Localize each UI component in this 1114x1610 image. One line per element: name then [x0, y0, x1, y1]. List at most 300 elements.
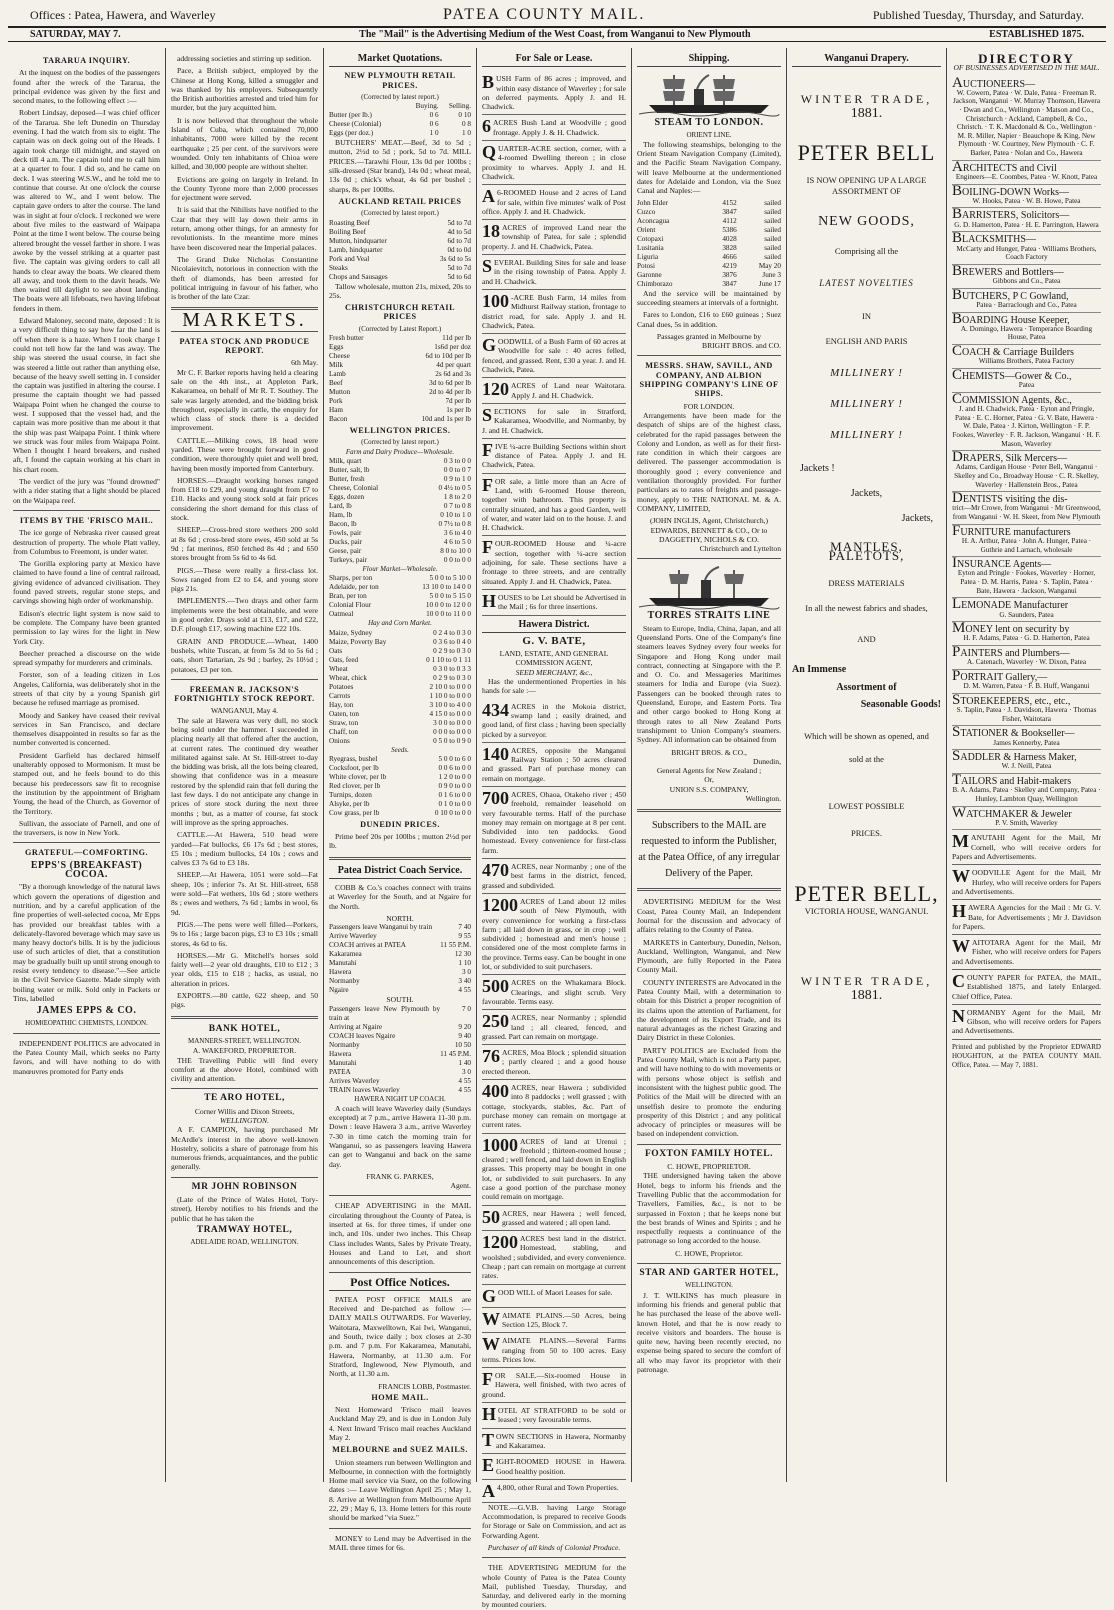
price-subheading: Hay and Corn Market.: [368, 619, 432, 628]
ad-text: ACRES of Land near Waitotara. Apply J. and H. Chadwick.: [511, 381, 626, 400]
row-label: John Elder: [637, 198, 668, 207]
row-label: PATEA: [329, 1067, 351, 1076]
directory-category: [952, 691, 1101, 708]
agent-title: LAND, ESTATE, AND GENERAL COMMISSION AGENT,: [499, 649, 609, 668]
price-subheading: Seeds.: [391, 745, 409, 754]
column-7: [947, 48, 1106, 1482]
table-row: [329, 264, 471, 273]
subscribers-notice: Subscribers to the MAIL are requested to inform the Publisher, at the Patea Office, of any irregular Delivery of the Paper.: [638, 820, 780, 880]
price-table: [329, 574, 471, 619]
agent-text: AWERA Agencies for the Mail : Mr G. V. Bate, for Advertisements ; Mr J. Davidson for Papers.: [952, 903, 1101, 931]
ad-text: OODWILL of a Bush Farm of 60 acres at Woodville for sale : 40 acres felled, fenced, and grassed. Rent, £30 a year. J. and H. Chadwick, Patea.: [482, 337, 626, 375]
immense-text: Assortment of: [836, 681, 897, 693]
row-label: Turkeys, pair: [329, 555, 368, 564]
row-label: Cheese (Colonial): [329, 120, 382, 129]
article-paragraph: Beecher preached a discourse on the wide spread sympathy for murderers and criminals.: [13, 648, 160, 668]
directory-category: [952, 522, 1101, 539]
ad-text: ACRES, Moa Block ; splendid situation ; partly cleared ; and a good house erected thereon.: [482, 1048, 626, 1076]
row-value: sailed: [764, 243, 781, 252]
table-row: [637, 199, 781, 208]
row-label: Turnips, dozen: [329, 790, 372, 799]
ad-text: USH Farm of 86 acres ; improved, and within easy distance of Waverley ; for sale on deferred payments. Apply J. and H. Chadwick.: [482, 74, 626, 112]
mail-body: Next Homeward 'Frisco mail leaves Auckland May 29, and is due in London July 4. Next Inward 'Frisco mail reaches Auckland May 2.: [329, 1405, 471, 1442]
divider: [637, 888, 781, 891]
category-label: RAPERS, Silk Mercers—: [962, 453, 1068, 465]
row-value: 4666: [722, 252, 737, 261]
agent-notice: [952, 830, 1101, 865]
cocoa-chemists: HOMŒOPATHIC CHEMISTS, LONDON.: [25, 1018, 148, 1027]
drop-cap: 1000: [482, 1134, 518, 1155]
row-value: 7d per lb: [445, 397, 471, 406]
drop-cap: N: [952, 1005, 965, 1026]
table-row: [329, 273, 471, 282]
cheap-advertising: CHEAP ADVERTISING in the MAIL circulating throughout the County of Patea, is inserted at 6s. for three times, if under one inch, and 10s. under two inches. This Cheap Class includes Wants, Sales by Private Treaty, Houses and Land to Let, and short announcements of this description.: [329, 1201, 471, 1267]
category-label: LACKSMITHS—: [962, 234, 1036, 246]
row-label: Cheese: [329, 352, 350, 361]
cocoa-maker: JAMES EPPS & CO.: [36, 1005, 137, 1017]
directory-entry: [952, 667, 1101, 694]
row-label: Butter, salt, lb: [329, 465, 370, 474]
table-row: [329, 719, 471, 728]
ad-text: OOD WILL of Maori Leases for sale.: [498, 1287, 613, 1297]
latest-novelties: LATEST NOVELTIES: [819, 278, 914, 289]
draper-text: sold at the: [849, 754, 884, 765]
draper-text: IS NOW OPENING UP A LARGE ASSORTMENT OF: [806, 175, 927, 197]
row-label: Lusitania: [637, 243, 664, 252]
row-label: Oats: [329, 646, 343, 655]
directory-names: Williams Brothers, Patea Factory: [978, 357, 1075, 366]
table-row: [329, 977, 471, 986]
divider: [171, 1177, 318, 1178]
millinery: MILLINERY !: [830, 398, 903, 411]
table-row: [329, 484, 471, 493]
coach-direction: SOUTH.: [386, 995, 414, 1005]
shipping-agent: BRIGHT BROS. and CO.: [702, 341, 781, 351]
table-row: [329, 406, 471, 415]
directory-names: S. Taplin, Patea · J. Davidson, Hawera · Thomas Fisher, Waitotara: [956, 706, 1097, 723]
table-row: [329, 941, 471, 950]
drop-cap: 1200: [482, 894, 518, 915]
row-label: Potosi: [637, 261, 655, 270]
jackets: Jackets !: [800, 462, 835, 474]
divider: [171, 679, 318, 680]
section-heading: Patea District Coach Service.: [329, 866, 471, 879]
agent-list: [952, 830, 1101, 1039]
column-5: [632, 48, 787, 1482]
ad-text: ACRES, near Hawera ; subdivided into 8 paddocks ; well grassed ; with cottage, stockyards, stables, &c. Part of purchase money can remain on mortgage at current rates.: [482, 1083, 626, 1130]
advertising-medium: THE ADVERTISING MEDIUM for the whole County of Patea is the Patea County Mail, published Tuesday, Thursday, and Saturday, and delivered early in the morning by mounted couriers.: [482, 1563, 626, 1610]
drop-cap: F: [482, 1369, 493, 1390]
table-row: [329, 710, 471, 719]
row-value: 3 0: [462, 1067, 471, 1076]
ad-heading: GRATEFUL—COMFORTING.: [24, 848, 149, 858]
row-label: Ryegrass, bushel: [329, 754, 378, 763]
table-row: [329, 361, 471, 370]
table-row: [329, 728, 471, 737]
sale-ad: [482, 255, 626, 290]
table-row: [329, 343, 471, 352]
article-paragraph: addressing societies and stirring up sedition.: [177, 54, 312, 63]
price-heading: NEW PLYMOUTH RETAIL PRICES.: [344, 71, 456, 90]
directory-entry: [952, 286, 1101, 313]
price-subheading: (Corrected by latest report.): [361, 209, 439, 218]
table-row: [329, 529, 471, 538]
table-row: [329, 583, 471, 592]
steamship-illustration: [637, 564, 781, 608]
article-paragraph: Moody and Sankey have ceased their revival services in San Francisco, and declare themselves disappointed in results so far as the number converted is concerned.: [13, 710, 160, 748]
row-label: Arriving at Ngaire: [329, 1022, 383, 1031]
lowest-prices: LOWEST POSSIBLE: [828, 801, 905, 812]
divider: [13, 1033, 160, 1034]
drop-cap: T: [482, 1429, 495, 1450]
shipping-body: The following steamships, belonging to the Orient Steam Navigation Company (Limited), and the Pacific Steam Navigation Company, will leave Melbourne at the undermentioned dates for Adelaide and London, via the Suez Canal and Naples:—: [637, 139, 781, 196]
agent-text: ORMANBY Agent for the Mail, Mr Gibson, who will receive orders for Papers and Advertisements.: [952, 1007, 1101, 1036]
row-value: May 20: [758, 261, 781, 270]
price-heading: CHRISTCHURCH RETAIL PRICES: [344, 303, 456, 322]
row-value: 9 55: [458, 932, 471, 941]
table-row: [329, 665, 471, 674]
table-row: [329, 352, 471, 361]
table-row: [329, 737, 471, 746]
column-label: Selling.: [448, 102, 471, 111]
lowest-prices: PRICES.: [851, 828, 882, 839]
table-row: [329, 475, 471, 484]
row-value: sailed: [764, 216, 781, 225]
drop-cap: Q: [482, 142, 497, 163]
directory-names: Eyton and Pringle · Fookes, Waverley · Horner, Patea · D. M. Harris, Patea · S. Taplin, Patea · Bate, Hawera · Jackson, Wanganui: [957, 569, 1096, 595]
price-subheading: Flour Market—Wholesale.: [362, 564, 438, 573]
shipping-agent: Or,: [704, 775, 714, 785]
hotel-body: THE Travelling Public will find every comfort at the above Hotel, combined with civility and attention.: [171, 1055, 318, 1084]
cocoa-title: EPPS'S (BREAKFAST) COCOA.: [30, 859, 143, 881]
row-value: 0 3 0 to 0 3 3: [433, 664, 471, 673]
directory-category: [952, 206, 1101, 223]
section-heading: Hawera District.: [482, 620, 626, 633]
agent-purchaser: Purchaser of all kinds of Colonial Produce.: [487, 1543, 621, 1552]
report-paragraph: PIGS.—These were really a first-class lot. Sows ranged from £2 to £4, and young store pigs 21s.: [171, 565, 318, 594]
report-paragraph: SHEEP.—At Hawera, 1051 were sold—Fat sheep, 10s ; inferior 7s. At St. Hill-street, 658 were sold—Fat wethers, 10s 6d ; store wethers 8s ; ewes and wethers, 7s 6d ; lambs in wool, 6s 9d.: [171, 870, 318, 917]
property-ad: [482, 1134, 626, 1206]
drop-cap: 434: [482, 699, 509, 720]
shipping-body: Passages granted in Melbourne by: [656, 331, 762, 341]
row-value: 5 0 0 to 5 10 0: [429, 574, 471, 583]
table-row: [329, 1059, 471, 1068]
category-label: ARRISTERS, Solicitors—: [962, 210, 1070, 222]
drop-cap: 700: [482, 788, 509, 808]
drop-cap: 140: [482, 743, 509, 764]
notice-body: ADVERTISING MEDIUM for the West Coast, Patea County Mail, an Independent Journal for the discussion and advocacy of affairs relating to the County of Patea.: [637, 897, 781, 935]
row-value: 0 2 4 to 0 3 0: [433, 628, 471, 637]
row-label: Steaks: [329, 263, 348, 272]
category-label: TATIONER & Bookseller—: [960, 728, 1075, 740]
section-heading: Wanganui Drapery.: [792, 54, 941, 67]
table-row: [329, 511, 471, 520]
row-label: Red clover, per lb: [329, 781, 381, 790]
article-paragraph: It is now believed that throughout the whole Island of Cuba, which contained 70,000 inhabitants, 7000 were killed by the recent earthquake ; 25 per cent. of the survivors were wounded. Only ten inhabitants of Chioa were killed, and 30,000 people are without shelter.: [171, 115, 318, 172]
row-value: 10 50: [454, 1040, 471, 1049]
row-label: Pork: [329, 397, 343, 406]
property-list: [482, 699, 626, 1503]
shipping-agent: General Agents for New Zealand ;: [656, 766, 762, 776]
row-label: Cocksfoot, per lb: [329, 763, 379, 772]
row-label: Colonial Flour: [329, 601, 372, 610]
directory-names: Adams, Cardigan House · Peter Bell, Wanganui · Skelley and Co., Broadway House · C. R. Skelley, Waverley · Hallenstein Bros., Patea: [954, 463, 1099, 489]
agent-text: OODVILLE Agent for the Mail, Mr Hurley, who will receive orders for Papers and Advertisements.: [952, 868, 1101, 896]
drop-cap: H: [952, 901, 967, 922]
drop-cap: F: [482, 474, 493, 495]
shipping-body: And the service will be maintained by succeeding steamers at intervals of a fortnight.: [637, 288, 781, 307]
row-label: Passengers leave Wanganui by train: [329, 923, 433, 932]
drop-cap: 100: [482, 290, 509, 311]
row-label: Bacon, lb: [329, 519, 357, 528]
agent-text: OUNTY PAPER for PATEA, the MAIL, Established 1875, and lately Enlarged. Chief Office, Patea.: [952, 973, 1101, 1001]
article-paragraph: Evictions are going on largely in Ireland. In the County Tyrone more than 2,000 processes for ejectment were served.: [171, 174, 318, 203]
shipping-subheading: ORIENT LINE.: [686, 130, 732, 139]
row-value: 5d to 6d: [447, 272, 471, 281]
row-value: 0 6: [429, 120, 439, 129]
column-label: Buying.: [415, 102, 439, 111]
category-label: NSURANCE Agents—: [957, 559, 1052, 571]
drop-cap: W: [482, 1334, 500, 1355]
row-value: 3d to 6d per lb: [429, 379, 471, 388]
row-value: 5d to 7d: [447, 218, 471, 227]
row-value: 0 7½ to 0 8: [438, 519, 471, 528]
row-value: 0 1 10 to 0 1 11: [426, 655, 471, 664]
row-label: Beef: [329, 379, 343, 388]
immense-text: An Immense: [792, 664, 847, 676]
row-value: 12 30: [454, 950, 471, 959]
row-value: 0 2 9 to 0 3 0: [433, 646, 471, 655]
row-label: Kakaramea: [329, 950, 362, 959]
row-value: 5386: [722, 225, 737, 234]
property-ad: [482, 1429, 626, 1455]
ad-text: EVERAL Building Sites for sale and lease in the rising township of Patea. Apply J. and H. Chadwick.: [482, 258, 626, 286]
article-heading: ITEMS BY THE 'FRISCO MAIL.: [19, 515, 154, 525]
coach-table: [329, 923, 471, 995]
directory-category: [952, 310, 1101, 327]
directory-names: W. J. Neill, Patea: [1001, 762, 1052, 771]
row-label: Milk: [329, 361, 343, 370]
report-paragraph: HORSES.—Draught working horses ranged from £18 to £29, and young draught from £7 to £10. Hacks and young stock sold at fair prices considering the short demand for this class of stock.: [171, 475, 318, 523]
divider: [329, 1195, 471, 1196]
row-value: 8 0 to 10 0: [440, 546, 471, 555]
row-label: Eggs: [329, 343, 344, 352]
price-table: [329, 755, 471, 818]
row-value: 0 5 0 to 0 9 0: [433, 736, 471, 745]
category-label: OILING-DOWN Works—: [962, 186, 1070, 198]
drop-cap: 50: [482, 1206, 500, 1227]
drop-cap: C: [952, 366, 963, 383]
row-label: Maize, Sydney: [329, 628, 373, 637]
drop-cap: S: [952, 748, 961, 765]
row-value: 4d to 5d: [447, 227, 471, 236]
row-value: 0 7 to 0 8: [443, 501, 471, 510]
hotel-street: ADELAIDE ROAD, WELLINGTON.: [190, 1238, 299, 1247]
directory-category: [952, 230, 1101, 247]
victoria-house: VICTORIA HOUSE, WANGANUI.: [804, 906, 929, 917]
agent-notice: [952, 865, 1101, 900]
agent-note: NOTE.—G.V.B. having Large Storage Accommodation, is prepared to receive Goods for Storage or Sale on Commission, and act as Forwarding Agent.: [482, 1502, 626, 1540]
directory-category: [952, 772, 1101, 789]
report-paragraph: The sale at Hawera was very dull, no stock being sold under the hammer. I succeeded in placing nearly all that offered after the auction, at current rates. The continued dry weather militated against sale. At St. Hill-street to-day the bidding was brisk, all the lots being cleared, showing that confidence was in a measure restored by the splendid rain that fell during the last few days. I do not anticipate any change in prices of store stock during the next three months ; but, as a matter of course, fat stock will improve as the spring approaches.: [171, 715, 318, 827]
row-value: 7 40: [458, 923, 471, 932]
drop-cap: D: [952, 490, 963, 507]
row-value: 4 55: [458, 1076, 471, 1085]
drop-cap: L: [952, 596, 962, 613]
row-label: Passengers leave New Plymouth by train at: [329, 1004, 441, 1022]
drop-cap: 6: [482, 116, 491, 137]
table-row: [329, 457, 471, 466]
row-value: 0 10 0 to 0 0: [434, 808, 471, 817]
directory-names: Patea · Barraclough and Co., Patea: [976, 300, 1077, 309]
row-value: 0 0 to 0 0: [443, 555, 471, 564]
row-label: Oats, feed: [329, 655, 359, 664]
printer-imprint: Printed and published by the Proprietor EDWARD HOUGHTON, at the PATEA COUNTY MAIL Office, Patea. — May 7, 1881.: [952, 1042, 1101, 1070]
row-value: 2 10 0 to 0 0 0: [429, 682, 471, 691]
notice-body: PARTY POLITICS are Excluded from the Patea County Mail, which is not a Party paper, and will have nothing to do with movements or with persons whose object is selfish and inconsistent with the highest public good. The Politics of the Mail will be directed with an unselfish desire to promote the enduring prosperity of this District ; and any political advocacy of principles or measures will be based on independent conviction.: [637, 1045, 781, 1139]
row-value: 3847: [722, 207, 737, 216]
drop-cap: A: [482, 186, 495, 207]
report-heading: PATEA STOCK AND PRODUCE REPORT.: [179, 336, 310, 356]
directory-category: [952, 596, 1101, 613]
row-value: sailed: [764, 252, 781, 261]
ad-text: ACRES of land at Urenui ; freehold ; thirteen-roomed house ; cleared ; well fenced, and laid down in English grasses. This property may be bought in one lot, or subdivided to suit purchasers. In any case a good portion of the purchase money could remain on mortgage.: [482, 1136, 626, 1202]
directory-subheading: OF BUSINESSES ADVERTISED IN THE MAIL.: [953, 63, 1100, 73]
directory-names: W. Hooks, Patea · W. B. Howe, Patea: [972, 196, 1081, 205]
article-paragraph: At the inquest on the bodies of the passengers found after the wreck of the Tararua, the principal evidence was given by the first and second mates, to the following effect :—: [13, 68, 160, 106]
article-heading: TARARUA INQUIRY.: [42, 56, 131, 65]
drop-cap: S: [482, 404, 493, 425]
ad-text: ACRES, Ohaoa, Otakeho river ; 450 freehold, remainder leasehold on very favourable terms. Half of the purchase money may remain on mortgage at 8 per cent. Subdivided into ten paddocks. Good homestead. Every convenience for first-class farm.: [482, 790, 626, 855]
row-value: 0d to 0d: [447, 245, 471, 254]
issue-date: SATURDAY, MAY 7.: [30, 29, 121, 40]
agent-notice: [952, 935, 1101, 970]
row-value: 4028: [722, 234, 737, 243]
ad-text: ACRES, near Normanby ; splendid land ; all cleared, fenced, and grassed. Part can remain on mortgage.: [482, 1013, 626, 1041]
draper-name: PETER BELL: [797, 139, 936, 165]
table-row: [329, 219, 471, 228]
article-paragraph: The ice gorge of Nebraska river caused great destruction of property. The whole Platt valley, from Columbus to Freemont, is under water.: [13, 528, 160, 556]
drop-cap: M: [952, 620, 966, 637]
shipping-body: Fares to London, £16 to £60 guineas ; Suez Canal dues, 5s in addition.: [637, 310, 781, 329]
sale-ad: [482, 71, 626, 115]
row-value: 4 6 to 5 0: [443, 537, 471, 546]
column-1: [8, 48, 166, 1482]
drop-cap: S: [482, 256, 493, 277]
directory-entry: [952, 804, 1101, 831]
article-paragraph: Robert Lindsay, deposed—I was chief officer of the Tararua. She left Dunedin on Thursday evening. I had the watch from six to eight. The captain was on deck going out of the Heads. I again took charge till midnight, and stayed on deck till 4 a.m. The captain told me to call him at a quarter to four. I did so, and he came on deck. I was steering W.S.W., and he told me to continue that course. At one o'clock the course was altered to W., and I went below. The captain gave orders to alter the course. The land was in sight at four o'clock. I reckoned we were about five miles to the eastward of Waipapa Point at the time I went below. The course being altered brought the vessel farther in shore. I was awoke by the vessel striking at a quarter past five. The captain was giving orders to call all hands to clear away the boats. We cleared them all away, and took them to the davit heads. We then waited till daylight to see about landing. The boats were all lifeboats, two having lifeboat fenders in them.: [13, 108, 160, 313]
ad-text: ACRES, near Hawera ; well fenced, grassed and watered ; all open land.: [502, 1208, 626, 1227]
price-table: [329, 219, 471, 282]
ad-text: OUR-ROOMED House and ¼-acre section, together with ¼-acre section adjoining, for sale. These sections have a frontage to three streets, and are centrally situated. Apply J. and H. Chadwick, Patea.: [482, 539, 626, 586]
row-label: Potatoes: [329, 682, 354, 691]
coach-agent: FRANK G. PARKES,: [366, 1171, 434, 1181]
coach-subheading: HAWERA NIGHT UP COACH.: [354, 1094, 446, 1103]
drop-cap: F: [952, 522, 961, 539]
category-label: ENTISTS visiting the dis-: [962, 494, 1068, 506]
table-row: [329, 255, 471, 264]
table-row: [329, 683, 471, 692]
columns: [8, 48, 1106, 1610]
row-label: Adelaide, per ton: [329, 583, 379, 592]
table-row: [637, 253, 781, 262]
row-value: 4112: [722, 216, 737, 225]
directory-names: G. D. Hamerton, Patea · H. E. Parrington, Hawera: [954, 220, 1099, 229]
directory-category: [952, 158, 1101, 175]
row-label: Aconcagua: [637, 216, 670, 225]
ad-text: 6-ROOMED House and 2 acres of Land for sale, within five minutes' walk of Post office. Apply J. and H. Chadwick.: [482, 188, 626, 216]
directory-list: [952, 74, 1101, 831]
row-label: Mutton: [329, 388, 351, 397]
directory-category: [952, 644, 1101, 661]
jackets: Jackets,: [850, 487, 883, 499]
ad-text: ACRES best land in the district. Homestead, stabling, and woolshed ; subdivided, and every convenience. Cheap ; part can remain on mortgage at current rates.: [482, 1234, 626, 1281]
directory-entry: [952, 726, 1101, 750]
category-label: TOREKEEPERS, etc., etc.,: [960, 695, 1071, 707]
agent-text: ANUTAHI Agent for the Mail, Mr Cornell, who will receive orders for Papers and Advertisements.: [952, 833, 1101, 862]
sale-ad: [482, 290, 626, 334]
sale-ad: [482, 115, 626, 141]
row-label: Ngaire: [329, 986, 349, 995]
row-label: Normanby: [329, 1040, 360, 1049]
ad-text: OTEL AT STRATFORD to be sold or leased ; very favourable terms.: [498, 1406, 626, 1425]
row-label: Liguria: [637, 252, 659, 261]
table-row: [329, 755, 471, 764]
row-value: 0 10: [458, 111, 471, 120]
directory-category: [952, 490, 1101, 507]
agent-subtitle: SEED MERCHANT, &c.,: [515, 667, 593, 677]
price-subheading: Farm and Dairy Produce—Wholesale.: [345, 447, 455, 456]
directory-entry: [952, 691, 1101, 726]
report-paragraph: HORSES.—Mr G. Mitchell's horses sold fairly well—2 year old draughts, £10 to £12 ; 3 year olds, £15 to £18 ; hacks, as usual, no alteration in prices.: [171, 950, 318, 988]
directory-names: trict—Mr Crowe, from Wanganui · Mr Greenwood, from Wanganui · W. H. Skeet, from New Plymouth: [952, 504, 1101, 522]
article-paragraph: Forster, son of a leading citizen in Los Angeles, California, was deliberately shot in the streets of that city by a young Spanish girl because he refused marriage as promised.: [13, 670, 160, 708]
property-ad: [482, 1480, 626, 1503]
category-label: ATCHMAKER & Jeweler: [966, 808, 1072, 820]
row-value: 0 8: [462, 120, 471, 129]
row-label: Pork and Veal: [329, 254, 370, 263]
ad-text: 4,800, other Rural and Town Properties.: [497, 1482, 619, 1492]
drop-cap: S: [952, 691, 961, 708]
directory-category: [952, 262, 1101, 279]
row-value: 3 6 to 4 0: [443, 528, 471, 537]
row-value: 1 10: [458, 959, 471, 968]
table-row: [329, 397, 471, 406]
report-paragraph: CATTLE.—At Hawera, 510 head were yarded—Fat bullocks, £6 17s 6d ; best stores, £5 10s ; medium bullocks, £4 10s ; cows and calves £3 7s 6d to £3 18s.: [171, 830, 318, 868]
row-value: 4219: [722, 261, 737, 270]
mantles: MANTLES, PALETOTS,: [828, 538, 905, 563]
price-heading: AUCKLAND RETAIL PRICES: [338, 196, 462, 206]
drop-cap: 400: [482, 1081, 509, 1102]
report-paragraph: SHEEP.—Cross-bred store wethers 200 sold at 8s 6d ; cross-bred store ewes, 450 sold at 5s 9d ; fat merinos, 850 fetched 8s 4d ; and 650 stores brought from 5s 6d to 4s 6d.: [171, 525, 318, 563]
column-6: [787, 48, 947, 1482]
row-value: 3828: [722, 243, 737, 252]
category-label: RCHITECTS and Civil: [962, 162, 1057, 174]
column-2: [166, 48, 324, 1482]
drop-cap: S: [952, 724, 961, 741]
row-label: Fresh butter: [329, 334, 364, 343]
price-heading: DUNEDIN PRICES.: [360, 819, 440, 829]
row-value: 0 6: [429, 111, 439, 120]
shipping-heading: MESSRS. SHAW, SAVILL, AND COMPANY, AND ALBION SHIPPING COMPANY'S LINE OF SHIPS.: [639, 361, 779, 399]
directory-entry: [952, 310, 1101, 345]
report-date: WANGANUI, May 4.: [210, 706, 279, 716]
directory-names: G. Saunders, Patea: [999, 610, 1054, 619]
drop-cap: 76: [482, 1046, 500, 1067]
section-heading: For Sale or Lease.: [482, 54, 626, 67]
table-row: [329, 556, 471, 565]
table-row: [637, 235, 781, 244]
